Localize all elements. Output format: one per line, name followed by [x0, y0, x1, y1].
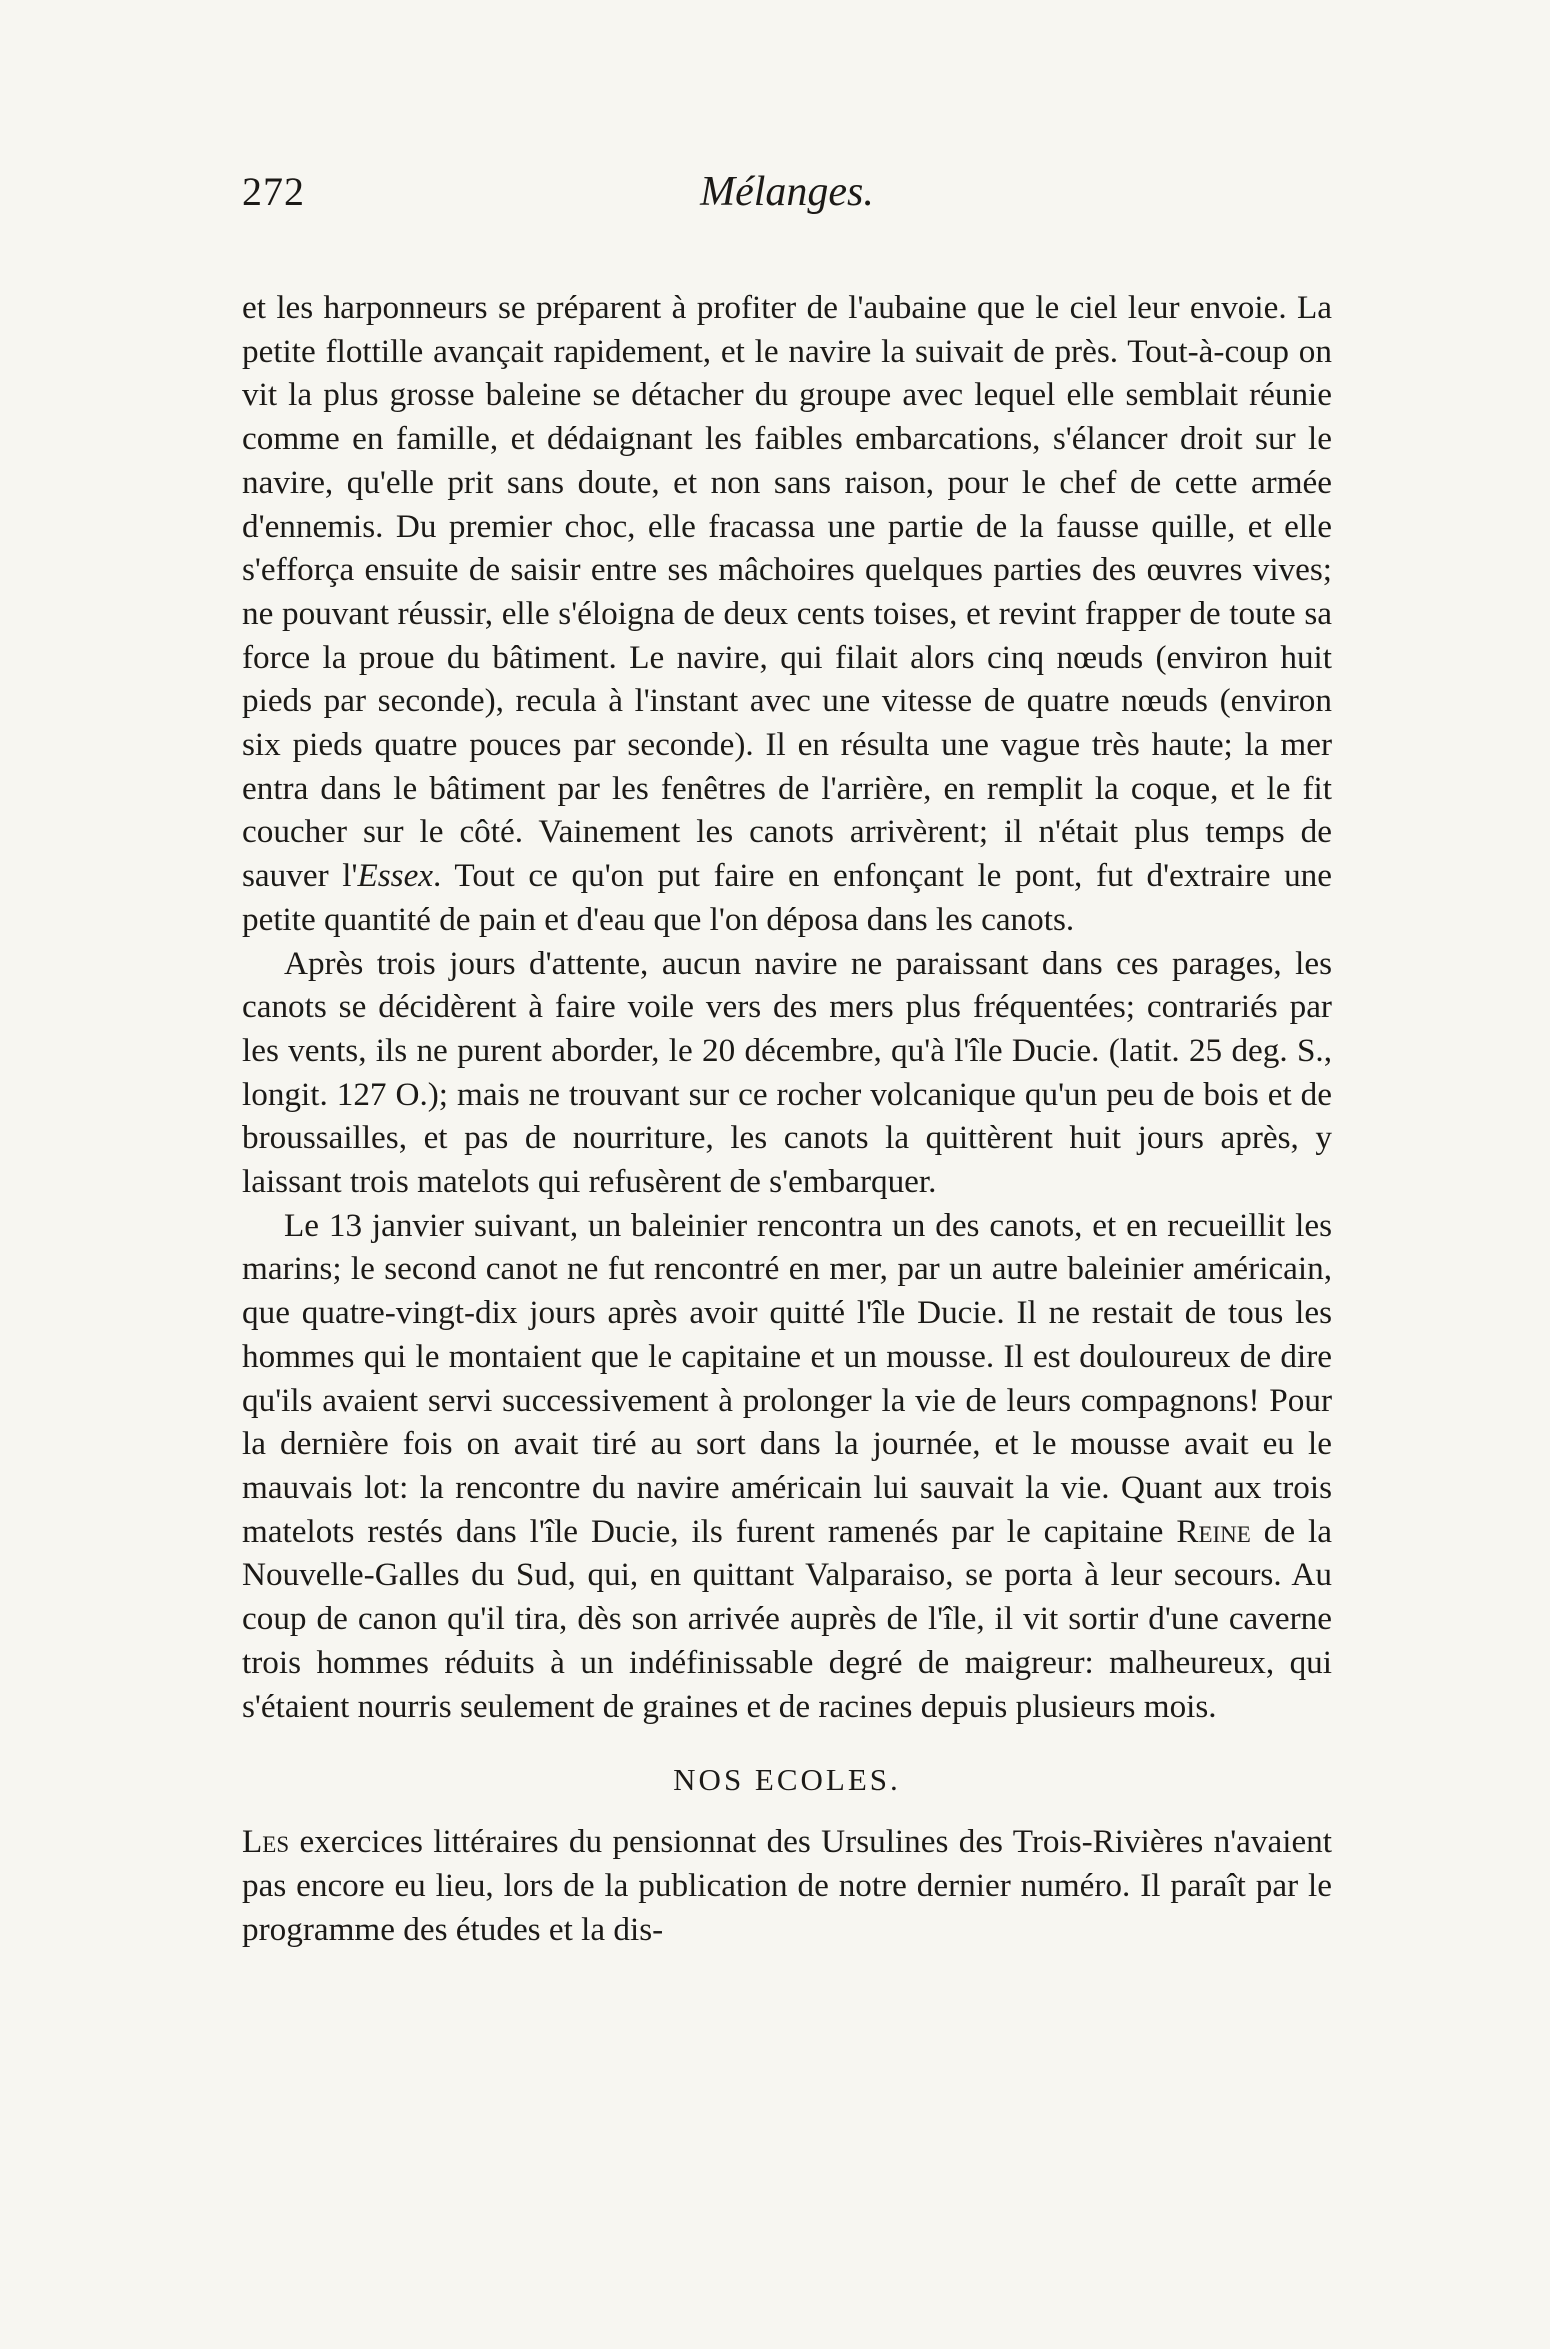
running-title: Mélanges.	[700, 169, 874, 215]
body-text	[242, 286, 1332, 1951]
paragraph-nos-ecoles	[242, 1820, 1332, 1951]
paragraph-essex-whale-attack	[242, 286, 1332, 942]
paragraph-ducie-island: Après trois jours d'attente, aucun navire ne paraissant dans ces parages, les canots se décidèrent à faire voile vers des mers plus fréquentées; contrariés par les vents, ils ne purent aborder, le 20 décembre, qu'à l'île Ducie. (latit. 25 deg. S., longit. 127 O.); mais ne trouvant sur ce rocher volcanique qu'un peu de bois et de broussailles, et pas de nourriture, les canots la quittèrent huit jours après, y laissant trois matelots qui refusèrent de s'embarquer.	[242, 944, 1332, 1201]
ship-name: Essex	[357, 857, 434, 895]
paragraph-text: et les harponneurs se préparent à profiter de l'aubaine que le ciel leur envoie. La petite flottille avançait rapidement, et le navire la suivait de près. Tout-à-coup on vit la plus grosse baleine se détacher du groupe avec lequel elle semblait réunie comme en famille, et dédaignant les faibles embarcations, s'élancer droit sur le navire, qu'elle prit sans doute, et non sans raison, pour le chef de cette armée d'ennemis. Du premier choc, elle fracassa une partie de la fausse quille, et elle s'efforça ensuite de saisir entre ses mâchoires quelques parties des œuvres vives; ne pouvant réussir, elle s'éloigna de deux cents toises, et revint frapper de toute sa force la proue du bâtiment. Le navire, qui filait alors cinq nœuds (environ huit pieds par seconde), recula à l'instant avec une vitesse de quatre nœuds (environ six pieds quatre pouces par seconde). Il en résulta une vague très haute; la mer entra dans le bâtiment par les fenêtres de l'arrière, en remplit la coque, et le fit coucher sur le côté. Vainement les canots arrivèrent; il n'était plus temps de sauver l'	[242, 289, 1332, 895]
running-head	[242, 168, 1332, 230]
section-heading: NOS ECOLES.	[673, 1762, 901, 1798]
paragraph-text: exercices littéraires du pensionnat des Ursulines des Trois-Rivières n'avaient pas encore eu lieu, lors de la publication de notre dernier numéro. Il paraît par le programme des études et la dis-	[242, 1823, 1332, 1948]
paragraph-text: . Tout ce qu'on put faire en enfonçant le pont, fut d'extraire une petite quantité de pain et d'eau que l'on déposa dans les canots.	[242, 857, 1332, 938]
page-number: 272	[242, 169, 305, 214]
book-page	[242, 168, 1332, 1951]
paragraph-text: Le 13 janvier suivant, un baleinier rencontra un des canots, et en recueillit les marins; le second canot ne fut rencontré en mer, par un autre baleinier américain, que quatre-vingt-dix jours après avoir quitté l'île Ducie. Il ne restait de tous les hommes qui le montaient que le capitaine et un mousse. Il est douloureux de dire qu'ils avaient servi successivement à prolonger la vie de leurs compagnons! Pour la dernière fois on avait tiré au sort dans la journée, et le mousse avait eu le mauvais lot: la rencontre du navire américain lui sauvait la vie. Quant aux trois matelots restés dans l'île Ducie, ils furent ramenés par le capitaine	[242, 1206, 1332, 1550]
captain-name: Reine	[1176, 1512, 1251, 1550]
paragraph-text: de la Nouvelle-Galles du Sud, qui, en quittant Valparaiso, se porta à leur secours. Au coup de canon qu'il tira, dès son arrivée auprès de l'île, il vit sortir d'une caverne trois hommes réduits à un indéfinissable degré de maigreur: malheureux, qui s'étaient nourris seulement de graines et de racines depuis plusieurs mois.	[242, 1512, 1332, 1725]
lead-word: Les	[242, 1823, 290, 1861]
paragraph-rescue	[242, 1204, 1332, 1728]
